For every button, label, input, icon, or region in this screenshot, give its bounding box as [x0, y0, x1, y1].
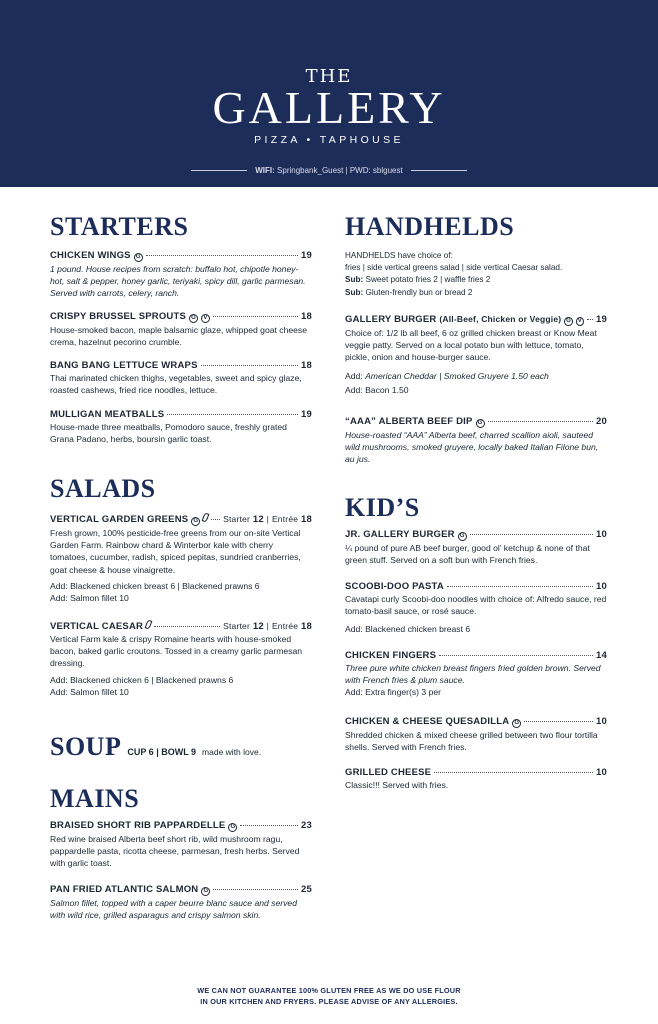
- item-price: 19: [301, 250, 312, 261]
- sub-option: Gluten-frendly bun or bread 2: [365, 287, 473, 297]
- wifi-info: [0, 166, 658, 175]
- section-title-handhelds: HANDHELDS: [345, 212, 515, 241]
- item-addon: Add: Salmon fillet 10: [50, 593, 129, 604]
- gf-icon: G: [458, 532, 467, 541]
- divider: [191, 170, 247, 171]
- leaf-icon: [145, 619, 153, 629]
- item-name: CHICKEN FINGERS: [345, 650, 437, 661]
- header-banner: [0, 0, 658, 187]
- item-name: CHICKEN WINGS: [50, 250, 131, 261]
- item-description: 1 pound. House recipes from scratch: buffalo hot, chipotle honey-hot, salt & pepper, honey garlic, teriyaki, spicy dill, garlic parmesan. Served with carrots, celery, ranch.: [50, 264, 306, 299]
- dot-leader: [587, 319, 593, 320]
- gf-icon: G: [191, 517, 200, 526]
- item-name: VERTICAL GARDEN GREENS: [50, 514, 189, 525]
- item-price: 19: [301, 409, 312, 420]
- menu-item: [345, 650, 607, 699]
- dot-leader: [524, 721, 593, 722]
- item-price: 19: [596, 314, 607, 325]
- dot-leader: [167, 414, 298, 415]
- menu-item: [345, 416, 607, 466]
- entree-price: 18: [301, 514, 312, 525]
- dot-leader: [470, 534, 593, 535]
- item-name: MULLIGAN MEATBALLS: [50, 409, 165, 420]
- leaf-icon: V: [576, 317, 584, 326]
- add-label: Add:: [345, 384, 363, 395]
- item-name: JR. GALLERY BURGER: [345, 529, 455, 540]
- item-price: 10: [596, 767, 607, 778]
- wifi-label: WIFI:: [255, 166, 275, 175]
- allergy-disclaimer: [0, 985, 658, 1007]
- item-price: 14: [596, 650, 607, 661]
- item-name: GALLERY BURGER: [345, 314, 437, 325]
- section-title-kids: KID’S: [345, 493, 420, 522]
- price-separator: |: [266, 514, 270, 524]
- gf-icon: G: [476, 419, 485, 428]
- menu-item: [345, 581, 607, 636]
- gf-icon: G: [512, 719, 521, 728]
- wifi-credentials: Springbank_Guest | PWD: sblguest: [277, 166, 403, 175]
- price-separator: |: [266, 621, 270, 631]
- gf-icon: G: [201, 887, 210, 896]
- item-addon: Add: Extra finger(s) 3 per: [345, 687, 442, 698]
- item-addon: Add: Blackened chicken 6 | Blackened prawns 6: [50, 674, 234, 685]
- item-price: 20: [596, 416, 607, 427]
- section-title-soup: SOUP: [50, 732, 122, 761]
- brand-logo-name: GALLERY: [212, 82, 446, 133]
- menu-item: [50, 620, 312, 698]
- item-description: Vertical Farm kale & crispy Romaine hearts with house-smoked bacon, baked garlic croutons. Tossed in a creamy garlic parmesan dressing.: [50, 634, 303, 669]
- starter-label: Starter: [223, 621, 251, 631]
- item-description: Red wine braised Alberta beef short rib, wild mushroom ragu, pappardelle pasta, ricotta cheese, parmesan, fresh herbs. Served with garlic toast.: [50, 834, 300, 869]
- item-name: GRILLED CHEESE: [345, 767, 432, 778]
- choice-title: HANDHELDS have choice of:: [345, 251, 453, 260]
- gf-icon: G: [566, 318, 571, 324]
- item-name: BANG BANG LETTUCE WRAPS: [50, 360, 198, 371]
- starter-label: Starter: [223, 514, 251, 524]
- menu-item: [50, 311, 312, 348]
- menu-item: [345, 767, 607, 791]
- item-addon: Add: Blackened chicken breast 6: [345, 624, 471, 635]
- menu-item: [50, 409, 312, 445]
- dot-leader: [211, 519, 220, 520]
- gf-icon: G: [189, 314, 198, 323]
- brand-the: THE: [305, 66, 353, 87]
- dot-leader: [447, 586, 593, 587]
- item-price: 10: [596, 529, 607, 540]
- item-description: House-smoked bacon, maple balsamic glaze, whipped goat cheese crema, hazelnut pecorino crumble.: [50, 325, 308, 348]
- dot-leader: [240, 825, 298, 826]
- section-title-starters: STARTERS: [50, 212, 189, 241]
- item-name: BRAISED SHORT RIB PAPPARDELLE: [50, 820, 226, 831]
- section-title-salads: SALADS: [50, 474, 156, 503]
- item-description: ¼ pound of pure AB beef burger, good ol’ ketchup & none of that green stuff. Served on a soft bun with French fries.: [345, 543, 590, 566]
- dot-leader: [488, 421, 593, 422]
- soup-row: [50, 733, 261, 761]
- item-addon: Add: Blackened chicken breast 6 | Blackened prawns 6: [50, 580, 260, 591]
- item-name: “AAA” ALBERTA BEEF DIP: [345, 416, 473, 427]
- menu-item: [50, 884, 312, 921]
- item-price: 10: [596, 581, 607, 592]
- item-addon: Bacon 1.50: [365, 384, 409, 395]
- dot-leader: [213, 889, 298, 890]
- item-price: 18: [301, 311, 312, 322]
- divider: [411, 170, 467, 171]
- item-description: Salmon fillet, topped with a caper beurre blanc sauce and served with wild rice, grilled asparagus and crispy salmon skin.: [50, 898, 297, 921]
- dot-leader: [146, 255, 298, 256]
- menu-item: [50, 250, 312, 300]
- item-description: Shredded chicken & mixed cheese grilled between two flour tortilla shells. Served with French fries.: [345, 730, 598, 753]
- item-description: Fresh grown, 100% pesticide-free greens from our on-site Vertical Garden Farm. Rainbow chard & Winterbor kale with cherry tomatoes, cucumber, radish, spiced pepitas, sundried cranberries, goat cheese & house vinaigrette.: [50, 528, 301, 575]
- soup-price: CUP 6 | BOWL 9: [127, 747, 197, 757]
- item-name: PAN FRIED ATLANTIC SALMON: [50, 884, 199, 895]
- item-description: Three pure white chicken breast fingers fried golden brown. Served with French fries & plum sauce.: [345, 663, 601, 686]
- menu-item: [50, 360, 312, 396]
- dot-leader: [201, 365, 298, 366]
- menu-item: [345, 529, 607, 566]
- menu-item: [345, 314, 607, 396]
- gf-icon: G: [228, 823, 237, 832]
- gf-icon: G: [134, 253, 143, 262]
- disclaimer-line: WE CAN NOT GUARANTEE 100% GLUTEN FREE AS WE DO USE FLOUR: [197, 986, 461, 995]
- menu-item: [50, 820, 312, 870]
- item-price: 18: [301, 360, 312, 371]
- brand-subtitle: PIZZA • TAPHOUSE: [254, 134, 404, 146]
- item-addon: American Cheddar | Smoked Gruyere 1.50 each: [365, 370, 549, 381]
- add-label: Add:: [345, 370, 363, 381]
- section-title-mains: MAINS: [50, 784, 140, 813]
- entree-label: Entrée: [271, 514, 299, 524]
- leaf-icon: V: [201, 314, 210, 323]
- entree-label: Entrée: [271, 621, 299, 631]
- disclaimer-line: IN OUR KITCHEN AND FRYERS. PLEASE ADVISE OF ANY ALLERGIES.: [200, 997, 458, 1006]
- sub-option: Sweet potato fries 2 | waffle fries 2: [365, 275, 491, 285]
- entree-price: 18: [301, 621, 312, 632]
- starter-price: 12: [252, 514, 264, 525]
- sub-label: Sub:: [345, 287, 364, 297]
- item-name: SCOOBI-DOO PASTA: [345, 581, 444, 592]
- starter-price: 12: [252, 621, 264, 632]
- item-description: Classic!!! Served with fries.: [345, 780, 449, 790]
- item-description: Thai marinated chicken thighs, vegetables, sweet and spicy glaze, roasted cashews, fried rice noodles, lettuce.: [50, 373, 302, 396]
- handhelds-choices: [345, 250, 607, 299]
- choice-line: fries | side vertical greens salad | side vertical Caesar salad.: [345, 263, 563, 273]
- item-description: House-roasted “AAA” Alberta beef, charred scallion aioli, sauteed wild mushrooms, smoked gruyere, locally baked Italian Filone bun, au jus.: [345, 430, 599, 465]
- dot-leader: [154, 626, 220, 627]
- soup-note: made with love.: [202, 747, 262, 757]
- item-description: House-made three meatballs, Pomodoro sauce, freshly grated Grana Padano, herbs, boursin garlic toast.: [50, 422, 287, 445]
- leaf-icon: [202, 512, 210, 522]
- item-price: 10: [596, 716, 607, 727]
- sub-label: Sub:: [345, 275, 364, 285]
- item-description: Cavatapi curly Scoobi-doo noodles with choice of: Alfredo sauce, red tomato-basil sauce, or rosé sauce.: [345, 594, 607, 617]
- dot-leader: [434, 772, 593, 773]
- item-name: VERTICAL CAESAR: [50, 621, 144, 632]
- item-name: CRISPY BRUSSEL SPROUTS: [50, 311, 187, 322]
- item-name: CHICKEN & CHEESE QUESADILLA: [345, 716, 510, 727]
- dot-leader: [213, 316, 298, 317]
- menu-item: [345, 716, 607, 753]
- item-suffix: (All-Beef, Chicken or Veggie): [439, 314, 562, 324]
- menu-item: [50, 513, 312, 604]
- item-price: 25: [301, 884, 312, 895]
- item-addon: Add: Salmon fillet 10: [50, 686, 129, 697]
- dot-leader: [439, 655, 593, 656]
- item-description: Choice of: 1/2 lb all beef, 6 oz grilled chicken breast or Know Meat veggie patty. Served on a local potato bun with lettuce, tomato, pickle, onion and house-burger sauce.: [345, 328, 597, 363]
- item-price: 23: [301, 820, 312, 831]
